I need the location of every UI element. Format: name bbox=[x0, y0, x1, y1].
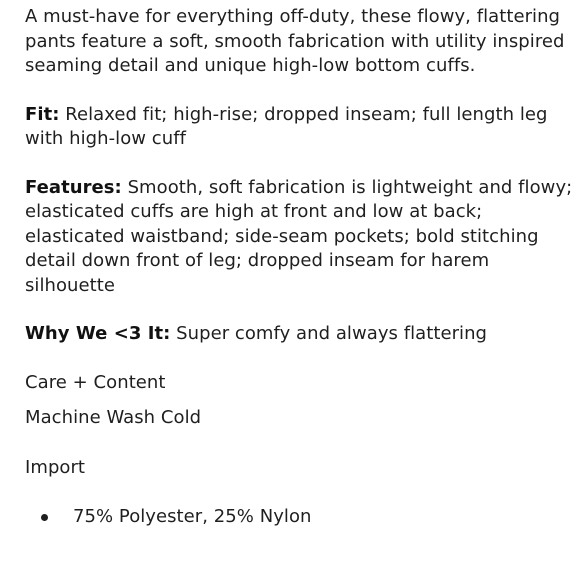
features-label: Features: bbox=[25, 176, 122, 198]
wash-instructions: Machine Wash Cold bbox=[25, 407, 202, 428]
fit-text: Relaxed fit; high-rise; dropped inseam; full length leg with high-low cuff bbox=[25, 103, 548, 149]
why-label: Why We <3 It: bbox=[25, 323, 171, 344]
fit-label: Fit: bbox=[25, 103, 60, 125]
features-text: Smooth, soft fabrication is lightweight and flowy; elasticated cuffs are high at front and low at back; elasticated waistband; side-seam pockets; bold stitching detail down front of leg; dropped inseam for harem silhouette bbox=[25, 176, 573, 296]
materials-list bbox=[25, 505, 573, 530]
intro-paragraph: A must-have for everything off-duty, these flowy, flattering pants feature a soft, smooth fabrication with utility inspired seaming detail and unique high-low bottom cuffs. bbox=[25, 6, 565, 76]
care-content-heading: Care + Content bbox=[25, 371, 166, 393]
why-text: Super comfy and always flattering bbox=[170, 323, 488, 344]
product-description bbox=[25, 5, 573, 530]
bullet-icon bbox=[41, 514, 48, 521]
fit-paragraph bbox=[25, 103, 573, 152]
origin-text: Import bbox=[25, 456, 86, 478]
material-text: 75% Polyester, 25% Nylon bbox=[73, 506, 312, 527]
list-item bbox=[25, 505, 573, 530]
why-paragraph bbox=[25, 322, 573, 347]
features-paragraph bbox=[25, 176, 573, 299]
